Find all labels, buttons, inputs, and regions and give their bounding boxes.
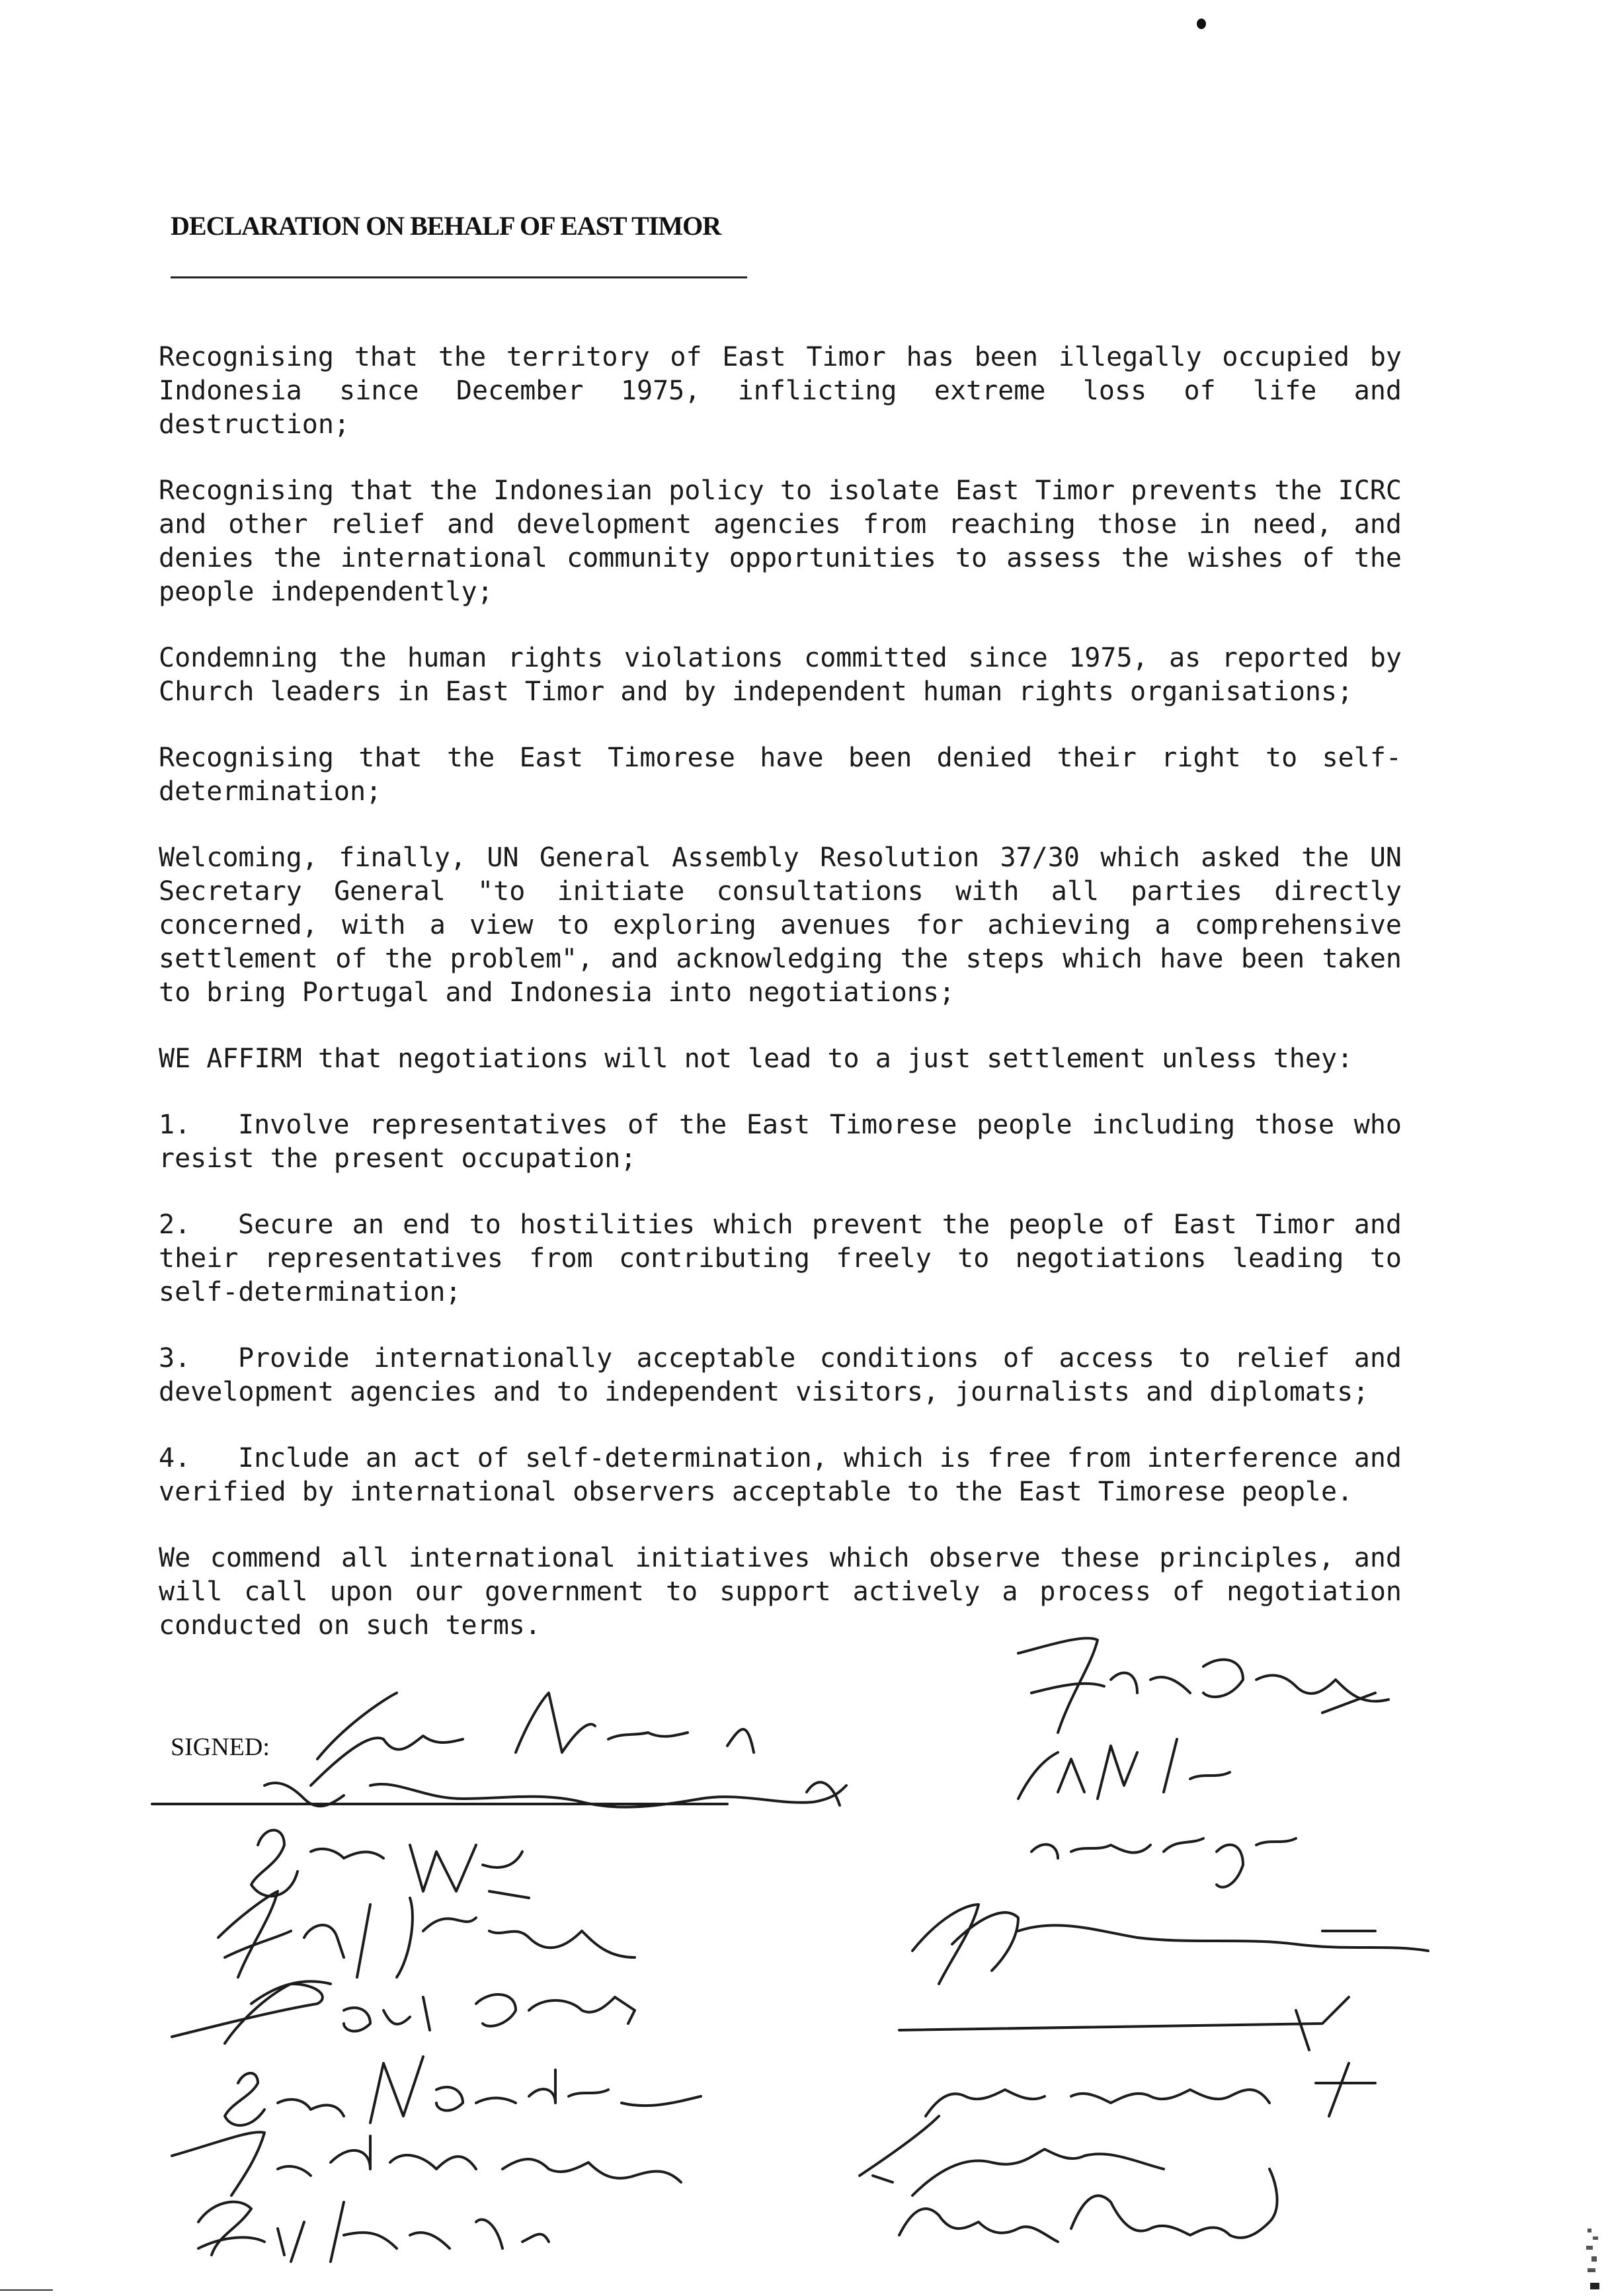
signature-kjeld-olesen xyxy=(152,1782,846,1807)
item-number: 2. xyxy=(159,1210,191,1240)
signature-erik-holst xyxy=(198,2202,549,2262)
item-number: 4. xyxy=(159,1443,191,1473)
item-number: 1. xyxy=(159,1110,191,1140)
item-text: Involve representatives of the East Timorese people including those who resist the present occupation; xyxy=(159,1110,1402,1174)
item-number: 3. xyxy=(159,1343,191,1374)
scan-edge-marks xyxy=(1584,2222,1602,2295)
paragraph: Condemning the human rights violations committed since 1975, as reported by Church leaders in East Timor and by independent human rights organisations; xyxy=(159,643,1402,707)
signature-poul-sogaard xyxy=(172,1981,635,2043)
affirmation: WE AFFIRM that negotiations will not lead to a just settlement unless they: xyxy=(159,1044,1353,1074)
signature-k-andersen xyxy=(1018,1739,1230,1799)
signature-helle-degn xyxy=(926,2063,1375,2116)
signature-hans-lyngbjerg xyxy=(1018,1638,1388,1733)
item-text: Secure an end to hostilities which prevent the people of East Timor and their representatives from contributing freely to negotiations leading to self-determination; xyxy=(159,1210,1402,1307)
signature-bjorn-westh xyxy=(251,1830,529,1899)
scan-edge-line xyxy=(0,2289,53,2291)
paragraph: Recognising that the Indonesian policy to isolate East Timor prevents the ICRC and other relief and development agencies from reaching those in need, and denies the international community opportunities to assess the wishes of the people independently; xyxy=(159,475,1402,607)
item-text: Provide internationally acceptable conditions of access to relief and development agencies and to independent visitors, journalists and diplomats; xyxy=(159,1343,1402,1407)
paragraph: Welcoming, finally, UN General Assembly Resolution 37/30 which asked the UN Secretary General "to initiate consultations with all parties directly concerned, with a view to exploring avenues for achieving a comprehensive settlement of the problem", and acknowledging the steps which have been taken to bring Portugal and Indonesia into negotiations; xyxy=(159,842,1402,1008)
signature-ivar-norgaard xyxy=(311,1693,754,1785)
paragraph: Recognising that the East Timorese have been denied their right to self-determination; xyxy=(159,743,1402,807)
item-text: Include an act of self-determination, which is free from interference and verified by international observers acceptable to the East Timorese people. xyxy=(159,1443,1402,1507)
signature-henning-rasmussen xyxy=(899,1905,1428,2050)
signed-label: SIGNED: xyxy=(171,1733,270,1761)
signature-hanne-andersen xyxy=(860,2116,1277,2242)
signature-soren-norgaard-sorensen xyxy=(225,2057,701,2125)
signature-stroke-decoration xyxy=(873,2176,893,2182)
closing-paragraph: We commend all international initiatives which observe these principles, and will call upon our government to support actively a process of negotiation conducted on such terms. xyxy=(159,1543,1402,1641)
signature-tove-lindbo-larsen xyxy=(172,2132,681,2195)
signature-karl-hjortnaes xyxy=(218,1891,635,1977)
paragraph: Recognising that the territory of East Timor has been illegally occupied by Indonesia since December 1975, inflicting extreme loss of life and destruction; xyxy=(159,342,1402,440)
document-title: DECLARATION ON BEHALF OF EAST TIMOR xyxy=(171,211,721,241)
